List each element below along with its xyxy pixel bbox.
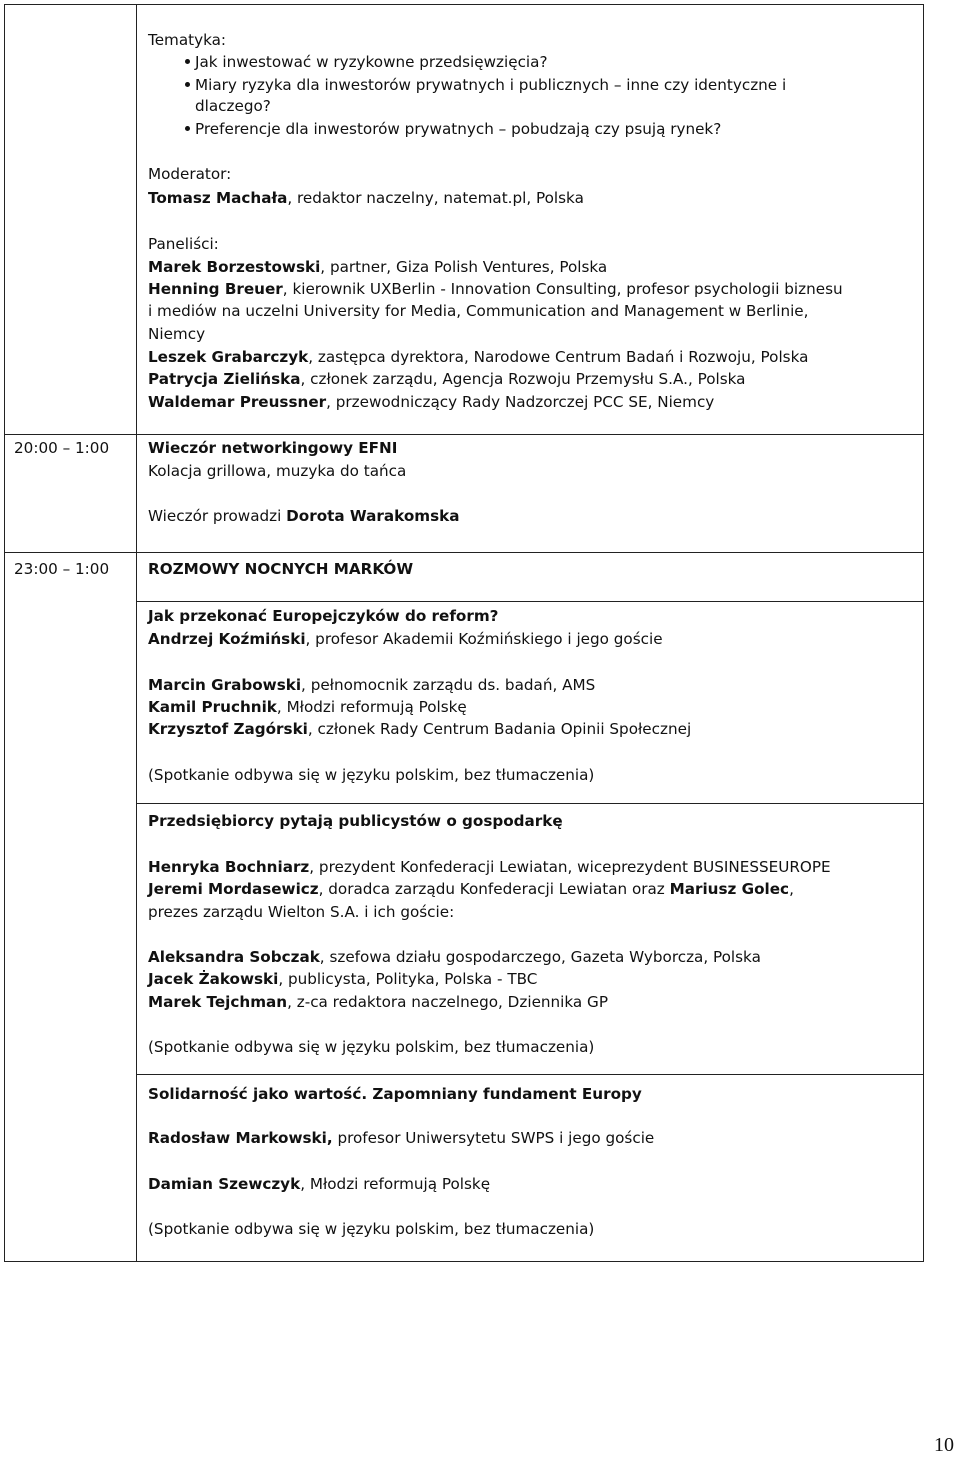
subrow-divider	[136, 601, 924, 602]
person-desc: , partner, Giza Polish Ventures, Polska	[320, 258, 608, 276]
person-desc: profesor Uniwersytetu SWPS i jego goście	[332, 1129, 655, 1147]
person-desc: Niemcy	[148, 325, 206, 343]
person-name: Krzysztof Zagórski	[148, 720, 308, 738]
panelist-line	[148, 368, 746, 390]
person-name: Leszek Grabarczyk	[148, 348, 309, 366]
topic-item-continued: dlaczego?	[195, 97, 271, 115]
panelist-line	[148, 391, 714, 413]
panelist-line	[148, 346, 808, 368]
guest-line	[148, 696, 467, 718]
host-line	[148, 878, 794, 900]
person-desc: , zastępca dyrektora, Narodowe Centrum Badań i Rozwoju, Polska	[308, 348, 809, 366]
person-desc: , prezydent Konfederacji Lewiatan, wiceprezydent BUSINESSEUROPE	[309, 858, 831, 876]
guest-line	[148, 968, 537, 990]
person-desc: , członek Rady Centrum Badania Opinii Społecznej	[307, 720, 692, 738]
person-desc: , członek zarządu, Agencja Rozwoju Przemysłu S.A., Polska	[300, 370, 746, 388]
session-title: Solidarność jako wartość. Zapomniany fundament Europy	[148, 1085, 642, 1103]
person-desc: , z-ca redaktora naczelnego, Dziennika GP	[287, 993, 608, 1011]
panelist-line	[148, 278, 843, 300]
language-note: (Spotkanie odbywa się w języku polskim, bez tłumaczenia)	[148, 1220, 595, 1238]
panelist-line-continued	[148, 300, 808, 322]
table-border-left	[4, 4, 5, 1262]
person-name: Jacek Żakowski	[148, 970, 279, 988]
person-name: Damian Szewczyk	[148, 1175, 301, 1193]
person-desc: , Młodzi reformują Polskę	[276, 698, 467, 716]
person-desc: ,	[789, 880, 794, 898]
person-desc: , profesor Akademii Koźmińskiego i jego goście	[305, 630, 663, 648]
session-host	[148, 628, 663, 650]
person-name: Kamil Pruchnik	[148, 698, 277, 716]
session-title: Przedsiębiorcy pytają publicystów o gospodarkę	[148, 812, 563, 830]
panelist-line-continued	[148, 323, 205, 345]
person-desc: , szefowa działu gospodarczego, Gazeta Wyborcza, Polska	[319, 948, 761, 966]
person-name: Waldemar Preussner	[148, 393, 327, 411]
moderator-label: Moderator:	[148, 165, 232, 183]
topic-item: Jak inwestować w ryzykowne przedsięwzięcia?	[195, 53, 548, 71]
session-title: Jak przekonać Europejczyków do reform?	[148, 607, 499, 625]
time-slot: 20:00 – 1:00	[14, 439, 110, 457]
event-host	[148, 505, 459, 527]
guest-line	[148, 674, 595, 696]
table-border-top	[4, 4, 924, 5]
person-desc: , doradca zarządu Konfederacji Lewiatan oraz	[318, 880, 670, 898]
guest-line	[148, 991, 608, 1013]
person-name: Henryka Bochniarz	[148, 858, 310, 876]
person-desc: , pełnomocnik zarządu ds. badań, AMS	[301, 676, 596, 694]
panelists-label: Paneliści:	[148, 235, 219, 253]
bullet-icon	[185, 126, 190, 131]
person-name: Marek Borzestowski	[148, 258, 321, 276]
row-divider	[4, 434, 924, 435]
person-desc: i mediów na uczelni University for Media, Communication and Management w Berlinie,	[148, 302, 809, 320]
host-line-continued: prezes zarządu Wielton S.A. i ich goście:	[148, 903, 455, 921]
topic-item: Miary ryzyka dla inwestorów prywatnych i publicznych – inne czy identyczne i	[195, 76, 787, 94]
time-slot: 23:00 – 1:00	[14, 560, 110, 578]
panelist-line	[148, 256, 607, 278]
language-note: (Spotkanie odbywa się w języku polskim, bez tłumaczenia)	[148, 1038, 595, 1056]
person-name: Aleksandra Sobczak	[148, 948, 320, 966]
table-border-bottom	[4, 1261, 924, 1262]
subrow-divider	[136, 1074, 924, 1075]
bullet-icon	[185, 82, 190, 87]
topics-label: Tematyka:	[148, 31, 227, 49]
person-name: Mariusz Golec	[669, 880, 790, 898]
person-name: Jeremi Mordasewicz	[148, 880, 319, 898]
person-name: Dorota Warakomska	[286, 507, 460, 525]
topic-item: Preferencje dla inwestorów prywatnych – pobudzają czy psują rynek?	[195, 120, 722, 138]
guest-line	[148, 718, 691, 740]
session-host	[148, 1127, 654, 1149]
person-name: Radosław Markowski,	[148, 1129, 333, 1147]
language-note: (Spotkanie odbywa się w języku polskim, bez tłumaczenia)	[148, 766, 595, 784]
person-desc: , Młodzi reformują Polskę	[300, 1175, 491, 1193]
person-name: Marek Tejchman	[148, 993, 288, 1011]
person-desc: , kierownik UXBerlin - Innovation Consulting, profesor psychologii biznesu	[282, 280, 843, 298]
host-prefix: Wieczór prowadzi	[148, 507, 287, 525]
host-line	[148, 856, 831, 878]
person-desc: , przewodniczący Rady Nadzorczej PCC SE, Niemcy	[326, 393, 715, 411]
guest-line	[148, 946, 761, 968]
person-name: Henning Breuer	[148, 280, 283, 298]
event-title: ROZMOWY NOCNYCH MARKÓW	[148, 560, 414, 578]
person-name: Tomasz Machała	[148, 189, 288, 207]
person-desc: , redaktor naczelny, natemat.pl, Polska	[287, 189, 584, 207]
person-name: Marcin Grabowski	[148, 676, 302, 694]
bullet-icon	[185, 59, 190, 64]
event-title: Wieczór networkingowy EFNI	[148, 439, 398, 457]
event-subtitle: Kolacja grillowa, muzyka do tańca	[148, 462, 407, 480]
person-desc: , publicysta, Polityka, Polska - TBC	[278, 970, 538, 988]
guest-line	[148, 1173, 490, 1195]
person-name: Patrycja Zielińska	[148, 370, 301, 388]
moderator-line	[148, 187, 584, 209]
person-name: Andrzej Koźmiński	[148, 630, 306, 648]
row-divider	[4, 552, 924, 553]
page-number: 10	[934, 1434, 954, 1456]
subrow-divider	[136, 803, 924, 804]
